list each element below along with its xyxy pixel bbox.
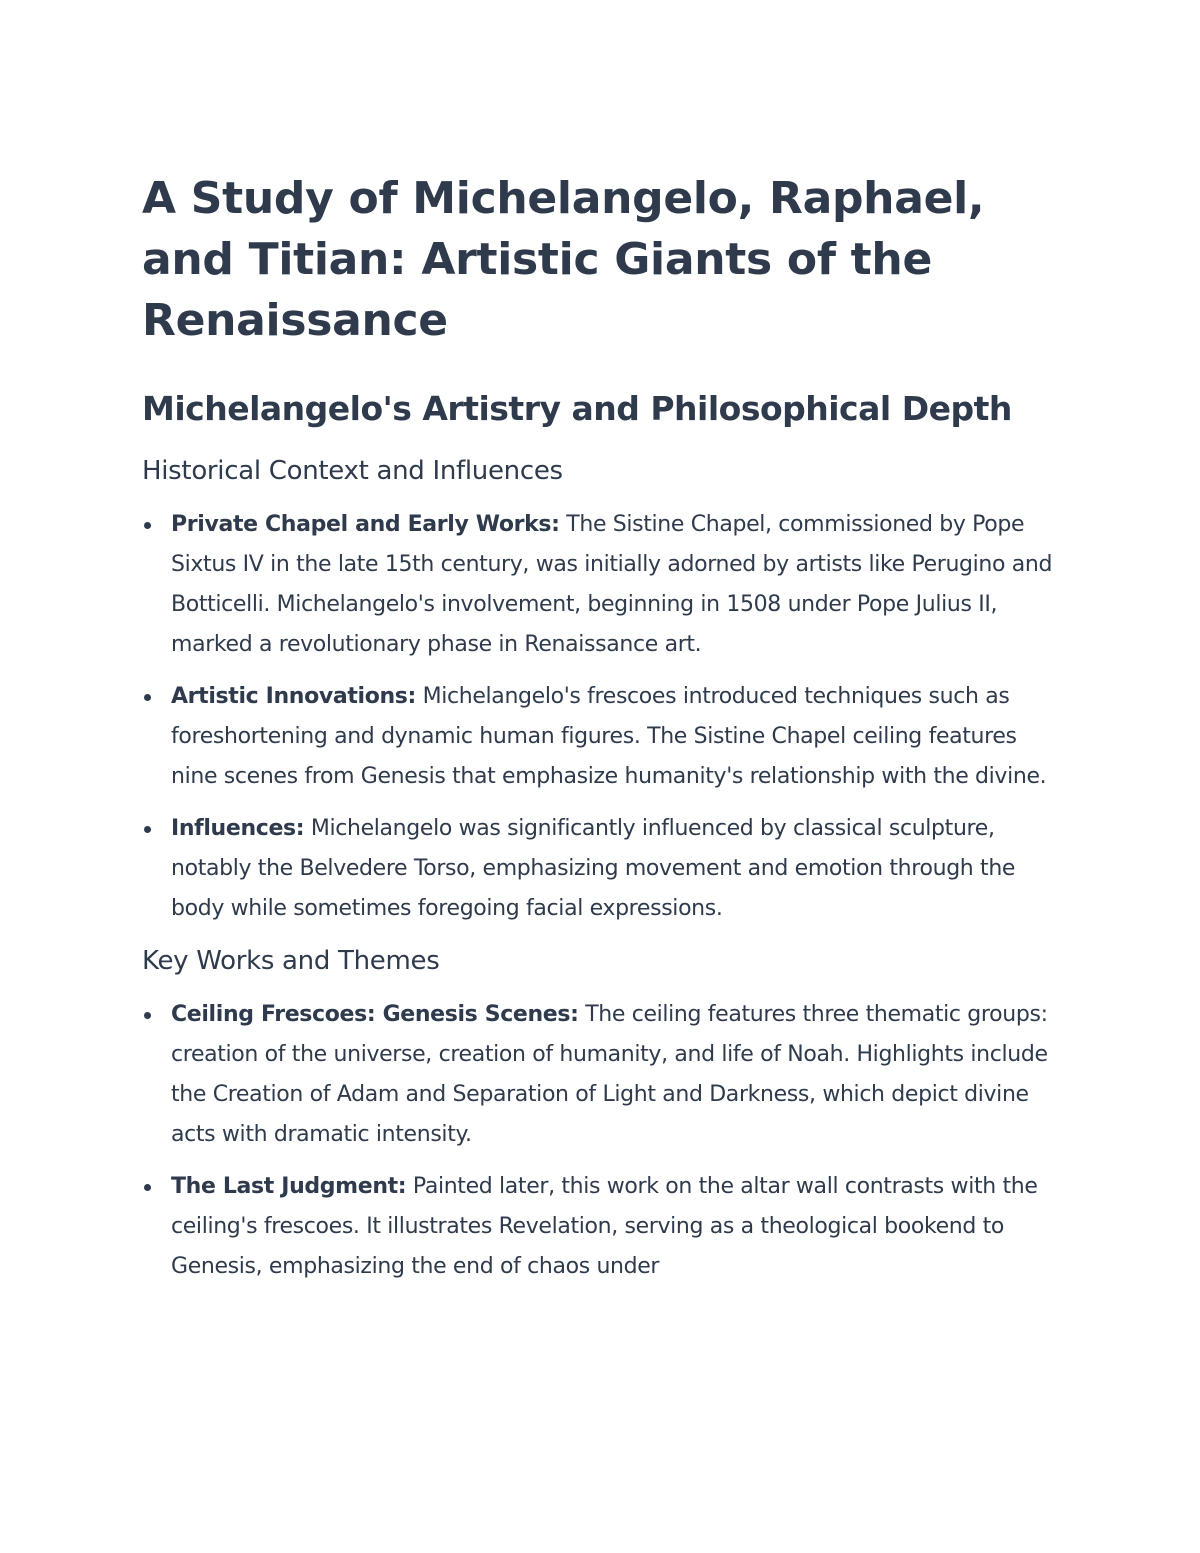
item-label: Ceiling Frescoes: Genesis Scenes: [171, 1002, 579, 1027]
subsection-heading-historical-context: Historical Context and Influences [142, 456, 563, 486]
list-item [142, 1167, 1062, 1287]
document-page [142, 168, 1062, 1299]
bullet-icon [144, 522, 151, 529]
section-heading: Michelangelo's Artistry and Philosophical Depth [142, 389, 1012, 428]
item-label: The Last Judgment: [171, 1174, 407, 1199]
item-label: Private Chapel and Early Works: [171, 512, 560, 537]
item-text: Michelangelo was significantly influenced by classical sculpture, notably the Belvedere Torso, emphasizing movement and emotion through the body while sometimes foregoing facial expressions. [171, 816, 1016, 921]
item-text: The Sistine Chapel, commissioned by Pope Sixtus IV in the late 15th century, was initially adorned by artists like Perugino and Botticelli. Michelangelo's involvement, beginning in 1508 under Pope Julius II, marked a revolutionary phase in Renaissance art. [171, 512, 1053, 657]
item-text: The ceiling features three thematic groups: creation of the universe, creation of humanity, and life of Noah. Highlights include the Creation of Adam and Separation of Light and Darkness, which depict divine acts with dramatic intensity. [171, 1002, 1048, 1147]
list-item [142, 995, 1062, 1155]
bullet-list-key-works [142, 995, 1062, 1287]
bullet-icon [144, 1012, 151, 1019]
bullet-icon [144, 694, 151, 701]
list-item [142, 809, 1062, 929]
item-text: Painted later, this work on the altar wall contrasts with the ceiling's frescoes. It illustrates Revelation, serving as a theological bookend to Genesis, emphasizing the end of chaos under [171, 1174, 1038, 1279]
subsection-heading-key-works: Key Works and Themes [142, 946, 440, 976]
item-label: Influences: [171, 816, 305, 841]
document-title: A Study of Michelangelo, Raphael, and Titian: Artistic Giants of the Renaissance [142, 173, 985, 346]
item-text: Michelangelo's frescoes introduced techniques such as foreshortening and dynamic human figures. The Sistine Chapel ceiling features nine scenes from Genesis that emphasize humanity's relationship with the divine. [171, 684, 1047, 789]
list-item [142, 505, 1062, 665]
list-item [142, 677, 1062, 797]
bullet-icon [144, 1184, 151, 1191]
bullet-icon [144, 826, 151, 833]
item-label: Artistic Innovations: [171, 684, 416, 709]
bullet-list-historical-context [142, 505, 1062, 929]
